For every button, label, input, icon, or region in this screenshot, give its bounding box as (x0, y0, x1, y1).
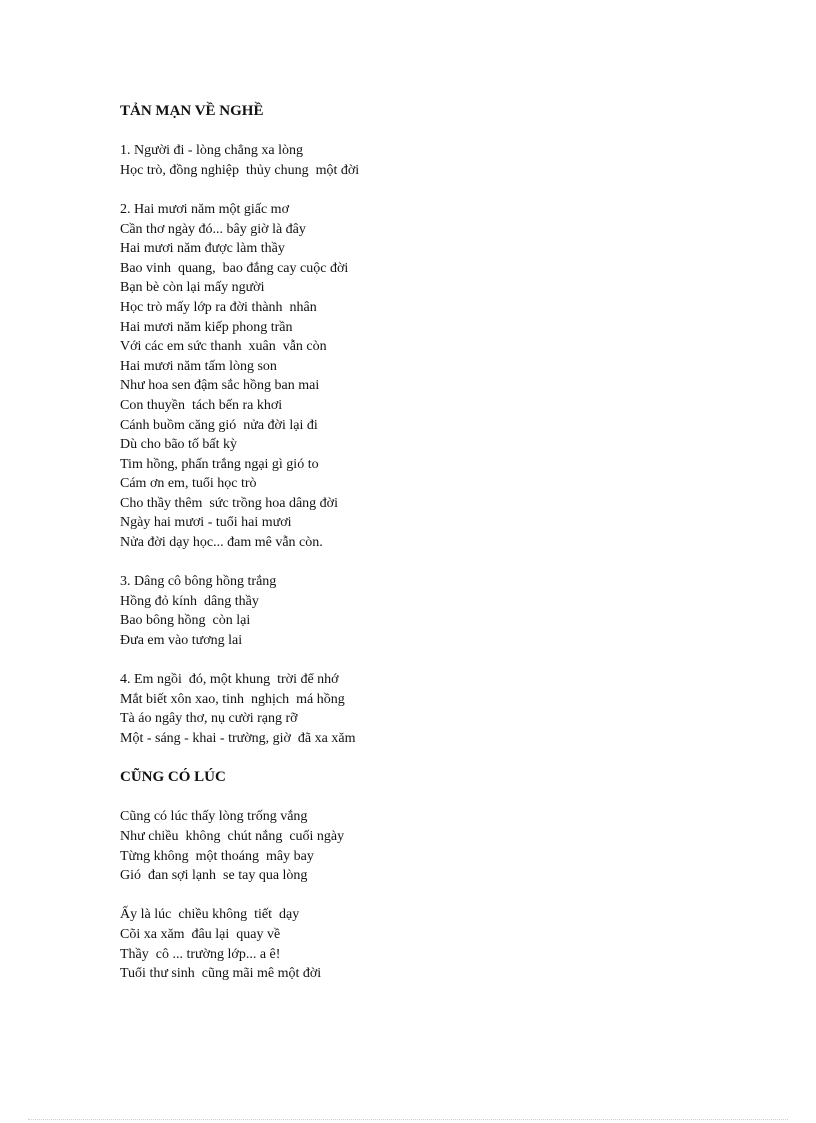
poem-line: Như hoa sen đậm sắc hồng ban mai (120, 378, 320, 394)
poem-line: 2. Hai mươi năm một giấc mơ (120, 201, 289, 217)
poem-line: Hai mươi năm kiếp phong trần (120, 319, 293, 335)
poem-line: Cõi xa xăm đâu lại quay về (120, 926, 281, 942)
poem-line: Cho thầy thêm sức trồng hoa dâng đời (120, 495, 338, 511)
spacer (120, 651, 760, 671)
stanza-2 (120, 200, 760, 553)
poem-line: Ấy là lúc chiều không tiết dạy (120, 907, 300, 923)
poem-line: 4. Em ngồi đó, một khung trời để nhớ (120, 672, 339, 688)
poem-line: Bao vinh quang, bao đắng cay cuộc đời (120, 260, 349, 276)
poem-line: Tà áo ngây thơ, nụ cười rạng rỡ (120, 711, 298, 727)
poem-line: Cần thơ ngày đó... bây giờ là đây (120, 221, 306, 237)
heading-tan-man-ve-nghe: TẢN MẠN VỀ NGHỀ (120, 103, 264, 119)
page-bottom-divider (28, 1119, 788, 1120)
poem-line: Hai mươi năm được làm thầy (120, 241, 285, 257)
poem-line: Tuổi thư sinh cũng mãi mê một đời (120, 966, 322, 982)
poem-line: Mắt biết xôn xao, tinh nghịch má hồng (120, 691, 345, 707)
poem-line: Hồng đỏ kính dâng thầy (120, 593, 259, 609)
poem-line: Dù cho bão tố bất kỳ (120, 437, 238, 453)
poem-line: Thầy cô ... trường lớp... a ê! (120, 946, 281, 962)
stanza-3 (120, 572, 760, 650)
poem-line: Cũng có lúc thấy lòng trống vắng (120, 809, 308, 825)
poem-line: Nửa đời dạy học... đam mê vẫn còn. (120, 535, 323, 551)
stanza-4 (120, 670, 760, 748)
heading-cung-co-luc: CŨNG CÓ LÚC (120, 769, 226, 786)
document-body (120, 102, 760, 984)
poem-line: 3. Dâng cô bông hồng trắng (120, 574, 277, 590)
poem-line: Hai mươi năm tấm lòng son (120, 358, 277, 374)
poem-2-stanza-2 (120, 905, 760, 983)
poem-line: 1. Người đi - lòng chẳng xa lòng (120, 143, 303, 159)
spacer (120, 553, 760, 573)
poem-line: Tim hồng, phấn trắng ngại gì gió to (120, 456, 319, 472)
poem-line: Gió đan sợi lạnh se tay qua lòng (120, 868, 308, 884)
poem-line: Học trò, đồng nghiệp thủy chung một đời (120, 162, 360, 178)
stanza-1 (120, 141, 760, 180)
spacer (120, 788, 760, 808)
poem-line: Cám ơn em, tuổi học trò (120, 476, 257, 492)
poem-line: Bạn bè còn lại mấy người (120, 280, 265, 296)
poem-line: Ngày hai mươi - tuổi hai mươi (120, 515, 292, 531)
poem-2-stanza-1 (120, 807, 760, 885)
poem-line: Như chiều không chút nắng cuối ngày (120, 828, 345, 844)
poem-line: Cánh buồm căng gió nửa đời lại đi (120, 417, 318, 433)
spacer (120, 886, 760, 906)
spacer (120, 122, 760, 142)
spacer (120, 180, 760, 200)
poem-line: Học trò mấy lớp ra đời thành nhân (120, 299, 317, 315)
spacer (120, 749, 760, 769)
poem-line: Bao bông hồng còn lại (120, 613, 251, 629)
poem-line: Con thuyền tách bến ra khơi (120, 397, 283, 413)
poem-line: Từng không một thoáng mây bay (120, 848, 314, 864)
poem-line: Với các em sức thanh xuân vẫn còn (120, 339, 327, 355)
poem-line: Đưa em vào tương lai (120, 633, 243, 649)
poem-line: Một - sáng - khai - trường, giờ đã xa xăm (120, 731, 356, 746)
